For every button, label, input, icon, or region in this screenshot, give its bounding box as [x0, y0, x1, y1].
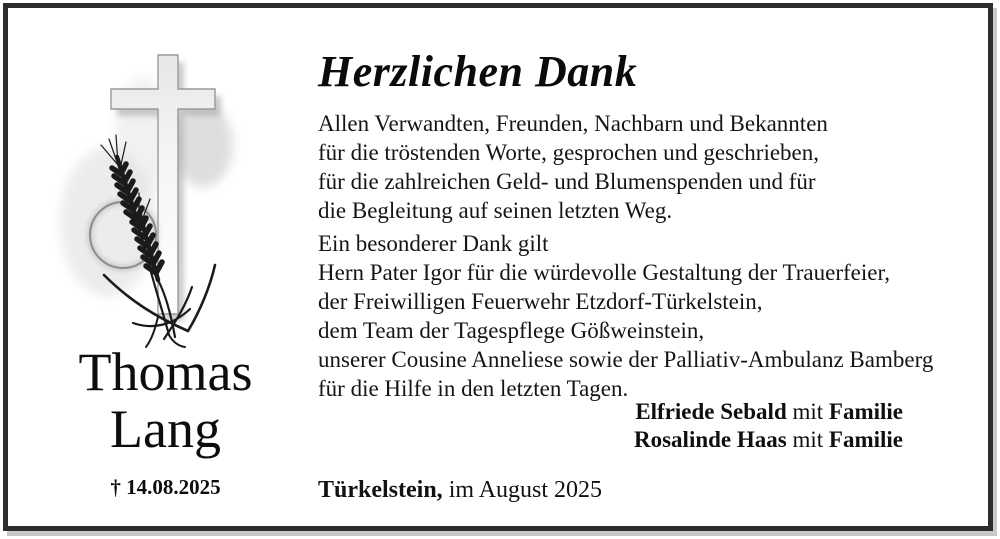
- deceased-last-name: Lang: [110, 399, 221, 459]
- notice-title: Herzlichen Dank: [318, 47, 638, 96]
- footer-date: im August 2025: [448, 477, 603, 503]
- paragraph-line: der Freiwilligen Feuerwehr Etzdorf-Türkelstein,: [318, 289, 763, 314]
- thanks-paragraph: [318, 109, 828, 225]
- paragraph-line: die Begleitung auf seinen letzten Weg.: [318, 198, 673, 223]
- mourner-name: Elfriede Sebald: [635, 399, 787, 424]
- paragraph-line: dem Team der Tagespflege Gößweinstein,: [318, 318, 705, 343]
- signature-connector: mit: [792, 427, 824, 452]
- special-thanks-paragraph: [318, 229, 933, 403]
- place-name: Türkelstein,: [318, 477, 443, 503]
- mourner-name: Rosalinde Haas: [634, 427, 787, 452]
- paragraph-line: Allen Verwandten, Freunden, Nachbarn und Bekannten: [318, 111, 828, 136]
- paragraph-line: Hern Pater Igor für die würdevolle Gestaltung der Trauerfeier,: [318, 260, 890, 285]
- deceased-name: [33, 344, 298, 458]
- signature-family: Familie: [828, 399, 903, 424]
- deceased-first-name: Thomas: [78, 342, 253, 402]
- paragraph-line: für die tröstenden Worte, gesprochen und geschrieben,: [318, 140, 820, 165]
- signature-line: [318, 398, 903, 426]
- notice-border-frame: [3, 3, 993, 531]
- paragraph-line: für die Hilfe in den letzten Tagen.: [318, 376, 629, 401]
- death-date: † 14.08.2025: [110, 475, 221, 499]
- signature-family: Familie: [828, 427, 903, 452]
- mourners-signatures: [318, 398, 903, 454]
- paragraph-line: für die zahlreichen Geld- und Blumenspenden und für: [318, 169, 816, 194]
- paragraph-line: Ein besonderer Dank gilt: [318, 231, 549, 256]
- signature-connector: mit: [792, 399, 824, 424]
- cross-with-wheat-and-sun-icon: [38, 16, 278, 348]
- signature-line: [318, 426, 903, 454]
- place-date-line: [318, 477, 602, 504]
- paragraph-line: unserer Cousine Anneliese sowie der Palliativ-Ambulanz Bamberg: [318, 347, 934, 372]
